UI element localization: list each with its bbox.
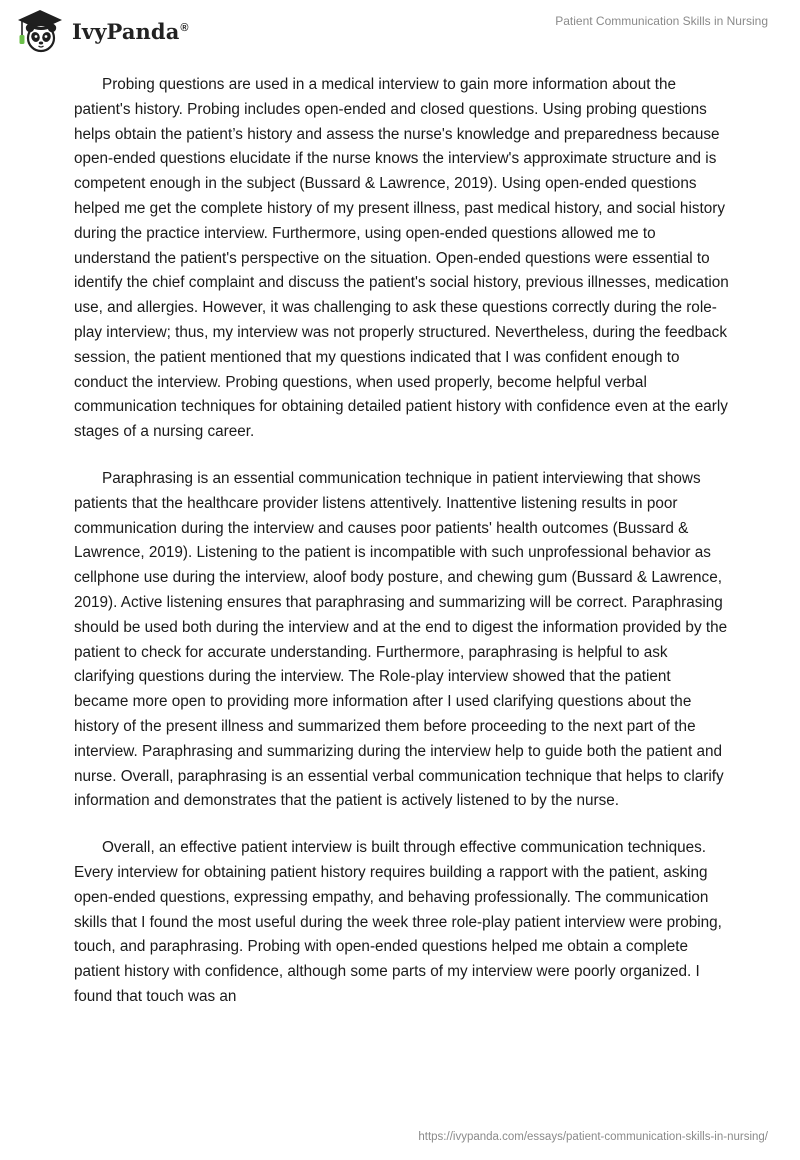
panda-graduation-cap-icon xyxy=(14,8,66,54)
document-title: Patient Communication Skills in Nursing xyxy=(555,14,768,28)
paragraph-conclusion: Overall, an effective patient interview is built through effective communication techniques. Every interview for obtaining patient history requires building a rapport with the patient, asking open-ended questions, expressing empathy, and behaving professionally. The communication skills that I found the most useful during the week three role-play patient interview were probing, touch, and paraphrasing. Probing with open-ended questions helped me obtain a complete patient history with confidence, although some parts of my interview were poorly organized. I found that touch was an xyxy=(74,839,722,1005)
ivypanda-logo[interactable] xyxy=(14,8,189,54)
registered-mark: ® xyxy=(180,21,189,34)
source-url[interactable]: https://ivypanda.com/essays/patient-communication-skills-in-nursing/ xyxy=(418,1131,768,1143)
page-header xyxy=(0,0,800,70)
paragraph-paraphrasing: Paraphrasing is an essential communication technique in patient interviewing that shows patients that the healthcare provider listens attentively. Inattentive listening results in poor communication during the interview and causes poor patients' health outcomes (Bussard & Lawrence, 2019). Listening to the patient is incompatible with such unprofessional behavior as cellphone use during the interview, aloof body posture, and chewing gum (Bussard & Lawrence, 2019). Active listening ensures that paraphrasing and summarizing will be correct. Paraphrasing should be used both during the interview and at the end to digest the information provided by the patient to check for accurate understanding. Furthermore, paraphrasing is helpful to ask clarifying questions during the interview. The Role-play interview showed that the patient became more open to providing more information after I used clarifying questions about the history of the present illness and summarized them before proceeding to the next part of the interview. Paraphrasing and summarizing during the interview help to guide both the patient and nurse. Overall, paraphrasing is an essential verbal communication technique that helps to clarify information and demonstrates that the patient is actively listened to by the nurse. xyxy=(74,469,728,810)
essay-body xyxy=(74,73,729,1032)
logo-text: IvyPanda xyxy=(72,18,180,44)
logo-wordmark xyxy=(72,19,189,44)
paragraph-probing-questions: Probing questions are used in a medical interview to gain more information about the patient's history. Probing includes open-ended and closed questions. Using probing questions helps obtain the patient’s history and assess the nurse's knowledge and preparedness because open-ended questions elucidate if the nurse knows the interview's approximate structure and is competent enough in the subject (Bussard & Lawrence, 2019). Using open-ended questions helped me get the complete history of my present illness, past medical history, and social history during the practice interview. Furthermore, using open-ended questions allowed me to understand the patient's perspective on the situation. Open-ended questions were essential to identify the chief complaint and discuss the patient's social history, previous illnesses, medication use, and allergies. However, it was challenging to ask these questions correctly during the role-play interview; thus, my interview was not properly structured. Nevertheless, during the feedback session, the patient mentioned that my questions indicated that I was confident enough to conduct the interview. Probing questions, when used properly, become helpful verbal communication techniques for obtaining detailed patient history with confidence even at the early stages of a nursing career. xyxy=(74,76,729,441)
